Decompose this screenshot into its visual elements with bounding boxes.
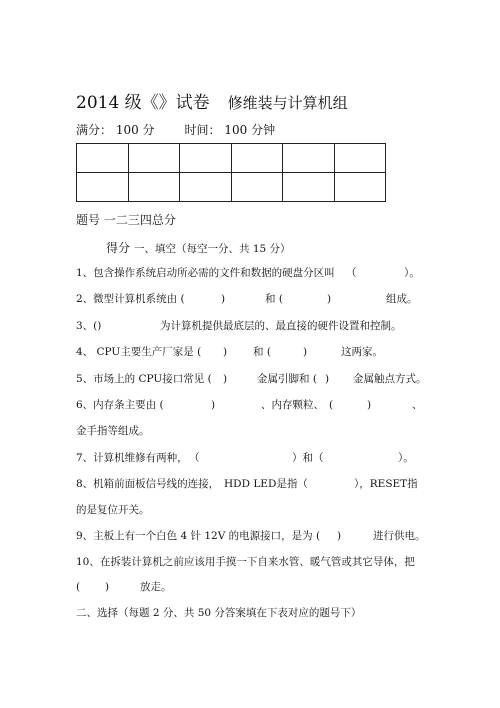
- question-text: 这两家。: [341, 346, 383, 358]
- question-text: (: [76, 581, 81, 593]
- score-table-cell: [128, 144, 180, 173]
- question-text: ): [327, 293, 332, 305]
- question-text: 1、包含操作系统启动所必需的文件和数据的硬盘分区叫: [76, 267, 335, 279]
- exam-time: 时间： 100 分钟: [184, 123, 276, 137]
- score-table-cell: [77, 144, 129, 173]
- exam-subtitle: 修维装与计算机组: [227, 94, 348, 112]
- question-text: ）和（: [292, 452, 324, 464]
- question-text: 5、市场上的 CPU接口常见 (: [76, 373, 212, 385]
- question-text: 进行供电。: [373, 530, 426, 542]
- score-table: [76, 143, 386, 202]
- score-table-cell: [180, 173, 232, 202]
- question-text: HDD LED是指（: [224, 478, 308, 490]
- section-1-heading: [106, 239, 291, 256]
- question-text: 和 (: [253, 346, 271, 358]
- question-text: 金属引脚和 (: [257, 373, 317, 385]
- question-text: 金手指等组成。: [76, 425, 150, 437]
- question-text: 、: [412, 399, 423, 411]
- question-text: ): [337, 530, 342, 542]
- question-text: ): [303, 346, 308, 358]
- score-table-header-row: 题号 一二三四总分: [76, 213, 176, 227]
- full-score: 满分： 100 分: [76, 123, 155, 137]
- score-table-row: [77, 173, 386, 202]
- question-text: 金属触点方式。: [353, 373, 427, 385]
- exam-meta: [76, 121, 275, 138]
- score-table-cell: [334, 144, 386, 173]
- question-text: 4、 CPU主要生产厂家是 (: [76, 346, 202, 358]
- score-table-cell: [231, 173, 283, 202]
- question-text: 、内存颗粒、: [261, 399, 324, 411]
- score-table-cell: [283, 173, 335, 202]
- question-text: ): [105, 581, 110, 593]
- question-text: ): [223, 346, 228, 358]
- score-table-row: [77, 144, 386, 173]
- question-text: (: [329, 399, 334, 411]
- question-text: 组成。: [386, 293, 418, 305]
- score-label: 得分: [106, 241, 131, 255]
- question-text: 放走。: [140, 581, 172, 593]
- question-text: 6、内存条主要由 (: [76, 399, 164, 411]
- score-table-cell: [231, 144, 283, 173]
- question-text: ): [325, 373, 330, 385]
- question-text: ）。: [404, 267, 420, 279]
- score-table-cell: [77, 173, 129, 202]
- exam-title: [76, 88, 348, 113]
- question-text: ): [211, 399, 216, 411]
- question-text: ），RESET指: [354, 478, 418, 490]
- question-text: 二、选择（每题 2 分、共 50 分答案填在下表对应的题号下）: [76, 607, 362, 619]
- score-table-cell: [128, 173, 180, 202]
- question-text: ): [367, 399, 372, 411]
- question-text: ）。: [398, 452, 414, 464]
- question-text: 和 (: [265, 293, 283, 305]
- question-text: 的是复位开关。: [76, 504, 150, 516]
- score-table-cell: [180, 144, 232, 173]
- question-text: 为计算机提供最底层的、最直接的硬件设置和控制。: [160, 320, 402, 332]
- question-text: ): [221, 293, 226, 305]
- question-text: 7、计算机维修有两种，: [76, 452, 188, 464]
- question-text: ): [223, 373, 228, 385]
- exam-title-main: 2014 级《》试卷: [76, 93, 210, 113]
- score-table-cell: [334, 173, 386, 202]
- question-text: 9、主板上有一个白色 4 针 12V 的电源接口，是为 (: [76, 530, 321, 542]
- question-text: （: [189, 452, 200, 464]
- score-table-cell: [283, 144, 335, 173]
- section-1-title: 一、填空（每空一分、共 15 分）: [134, 243, 291, 255]
- question-text: 8、机箱前面板信号线的连接，: [76, 478, 220, 490]
- question-text: （: [346, 267, 357, 279]
- question-text: 10、在拆装计算机之前应该用手摸一下自来水管、暖气管或其它导体，把: [76, 556, 415, 568]
- question-text: 3、(): [76, 320, 102, 332]
- question-text: 2、微型计算机系统由 (: [76, 293, 185, 305]
